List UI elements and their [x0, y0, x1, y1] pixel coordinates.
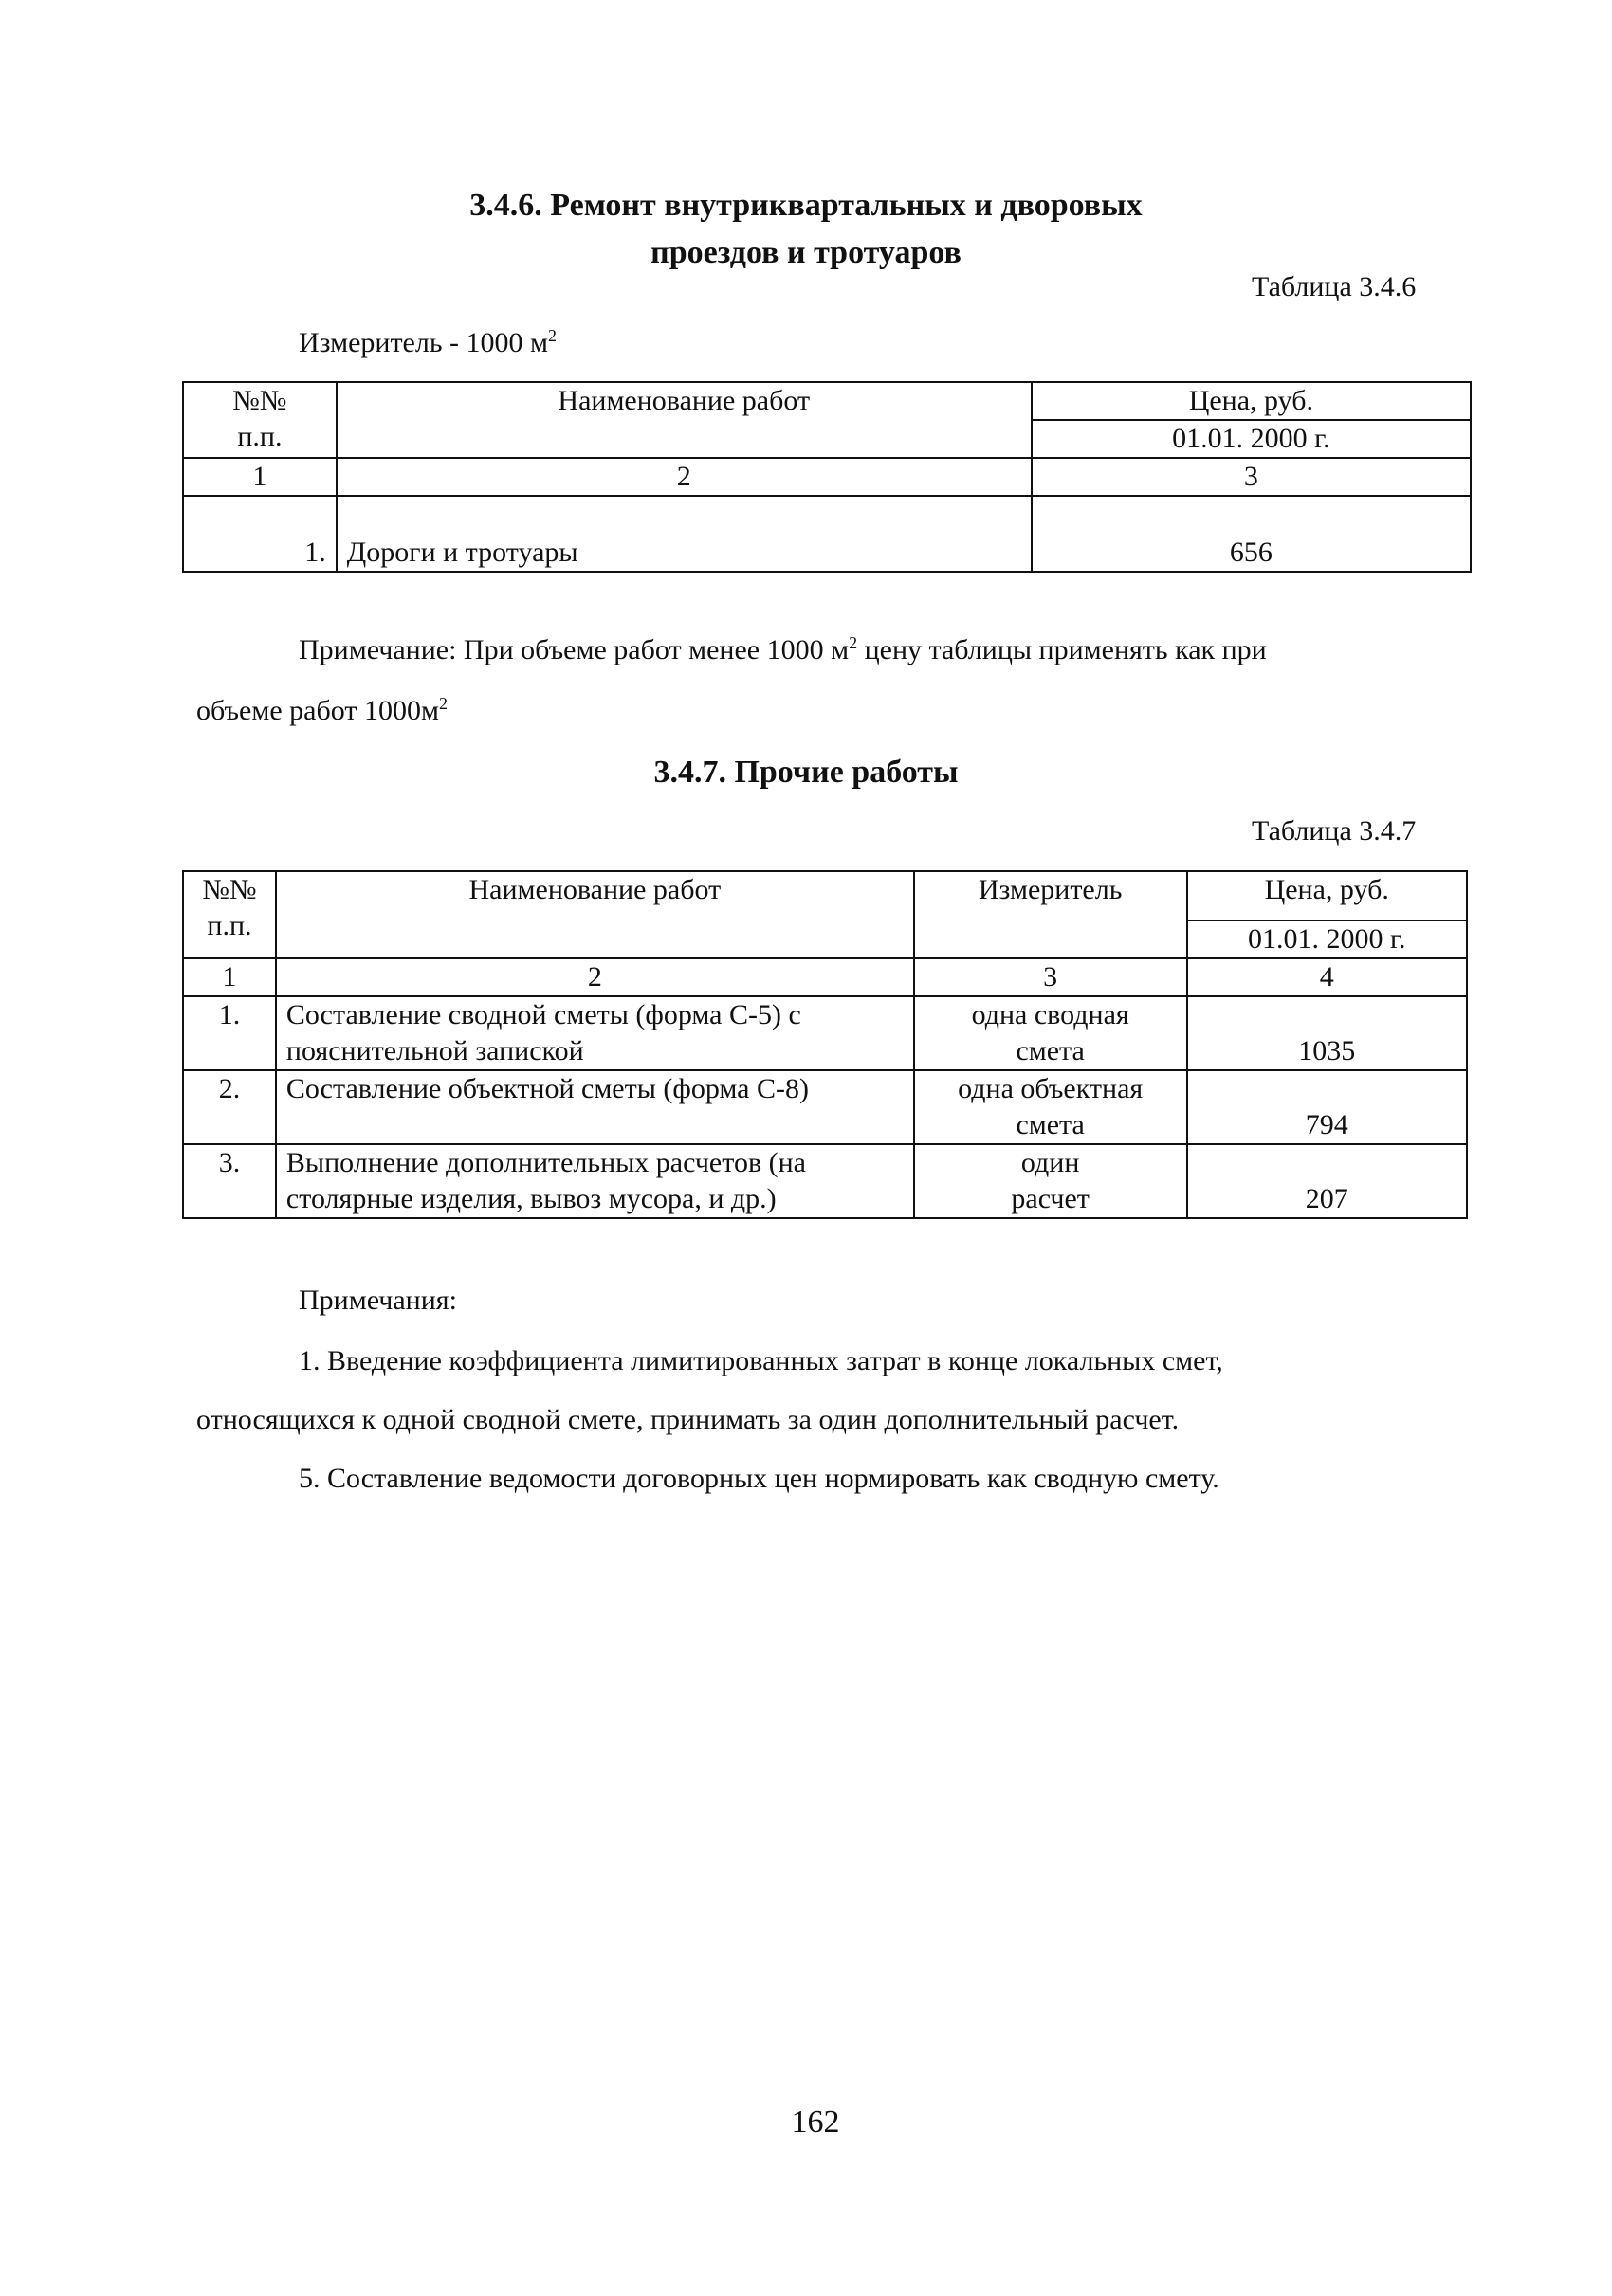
- colnum-cell: 1: [183, 958, 276, 996]
- header-num-2: п.п.: [237, 421, 283, 452]
- row-name: [276, 996, 914, 1070]
- unit-label-text: Измеритель - 1000 м: [299, 327, 548, 358]
- note-3-4-6-cont: [196, 690, 448, 732]
- section-title-3-4-6: [284, 182, 1328, 277]
- row-name-line1: Выполнение дополнительных расчетов (на: [285, 1147, 806, 1178]
- header-date-cell: 01.01. 2000 г.: [1032, 420, 1471, 458]
- row-unit-line1: одна объектная: [958, 1073, 1144, 1104]
- row-price: 794: [1187, 1070, 1468, 1144]
- colnum-cell: 3: [1032, 458, 1471, 496]
- row-price: 207: [1187, 1144, 1468, 1218]
- note-1-line2: относящихся к одной сводной смете, принимать за один дополнительный расчет.: [196, 1404, 1180, 1435]
- section-title-line2: проездов и тротуаров: [650, 235, 962, 270]
- row-name-line1: Составление сводной сметы (форма С-5) с: [285, 999, 801, 1030]
- row-num: 1.: [183, 996, 276, 1070]
- colnum-cell: 2: [337, 458, 1032, 496]
- note-1-line1: 1. Введение коэффициента лимитированных затрат в конце локальных смет,: [299, 1345, 1223, 1376]
- colnum-cell: 1: [183, 458, 337, 496]
- header-num-2: п.п.: [207, 910, 252, 941]
- row-name: [276, 1144, 914, 1218]
- row-unit-line2: смета: [1016, 1035, 1085, 1066]
- table-colnum-row: [183, 958, 1467, 996]
- table-row: [183, 1070, 1467, 1144]
- note-5: 5. Составление ведомости договорных цен нормировать как сводную смету.: [299, 1463, 1219, 1494]
- header-name-cell: Наименование работ: [276, 871, 914, 958]
- table-header-row: [183, 871, 1467, 920]
- row-unit-line2: расчет: [1011, 1183, 1090, 1214]
- row-name: Дороги и тротуары: [337, 496, 1032, 572]
- note-3-4-6: [299, 629, 1475, 671]
- table-row: [183, 496, 1471, 572]
- table-ref-3-4-6: Таблица 3.4.6: [1252, 271, 1417, 302]
- row-num: 1.: [183, 496, 337, 572]
- header-num-1: №№: [232, 385, 287, 416]
- row-unit: [914, 996, 1187, 1070]
- note-text-c: объеме работ 1000м: [196, 695, 439, 726]
- header-unit-cell: Измеритель: [914, 871, 1187, 958]
- table-3-4-7: [182, 870, 1468, 1219]
- row-unit: [914, 1070, 1187, 1144]
- table-ref-3-4-7: Таблица 3.4.7: [1252, 815, 1417, 847]
- row-unit-line2: смета: [1016, 1109, 1085, 1140]
- page-number: 162: [791, 2105, 840, 2140]
- row-name: [276, 1070, 914, 1144]
- section-title-line1: 3.4.6. Ремонт внутриквартальных и дворовых: [469, 188, 1143, 223]
- header-date-cell: 01.01. 2000 г.: [1187, 920, 1468, 958]
- header-num-1: №№: [202, 874, 257, 905]
- row-unit-line1: одна сводная: [971, 999, 1129, 1030]
- notes-heading: Примечания:: [299, 1285, 457, 1316]
- unit-label: [299, 322, 557, 364]
- row-price: 1035: [1187, 996, 1468, 1070]
- row-name-line2: столярные изделия, вывоз мусора, и др.): [285, 1183, 777, 1214]
- unit-label-sup: 2: [548, 326, 557, 345]
- colnum-cell: 4: [1187, 958, 1468, 996]
- row-unit-line1: один: [1020, 1147, 1080, 1178]
- row-name-line1: Составление объектной сметы (форма С-8): [285, 1073, 809, 1104]
- table-header-row: [183, 382, 1471, 420]
- table-row: [183, 996, 1467, 1070]
- note-sup-a: 2: [849, 633, 858, 652]
- header-num-cell: [183, 871, 276, 958]
- row-num: 3.: [183, 1144, 276, 1218]
- section-title-3-4-7: 3.4.7. Прочие работы: [653, 755, 959, 790]
- header-name-cell: Наименование работ: [337, 382, 1032, 458]
- table-row: [183, 1144, 1467, 1218]
- table-3-4-6: [182, 381, 1472, 573]
- row-num: 2.: [183, 1070, 276, 1144]
- row-unit: [914, 1144, 1187, 1218]
- header-price-cell: Цена, руб.: [1032, 382, 1471, 420]
- note-sup-c: 2: [438, 694, 448, 713]
- note-text-b: цену таблицы применять как при: [857, 634, 1267, 665]
- row-name-line2: пояснительной запиской: [285, 1035, 584, 1066]
- header-price-cell: Цена, руб.: [1187, 871, 1468, 920]
- header-num-cell: [183, 382, 337, 458]
- table-colnum-row: [183, 458, 1471, 496]
- row-price: 656: [1032, 496, 1471, 572]
- note-text-a: Примечание: При объеме работ менее 1000 м: [299, 634, 850, 665]
- colnum-cell: 2: [276, 958, 914, 996]
- colnum-cell: 3: [914, 958, 1187, 996]
